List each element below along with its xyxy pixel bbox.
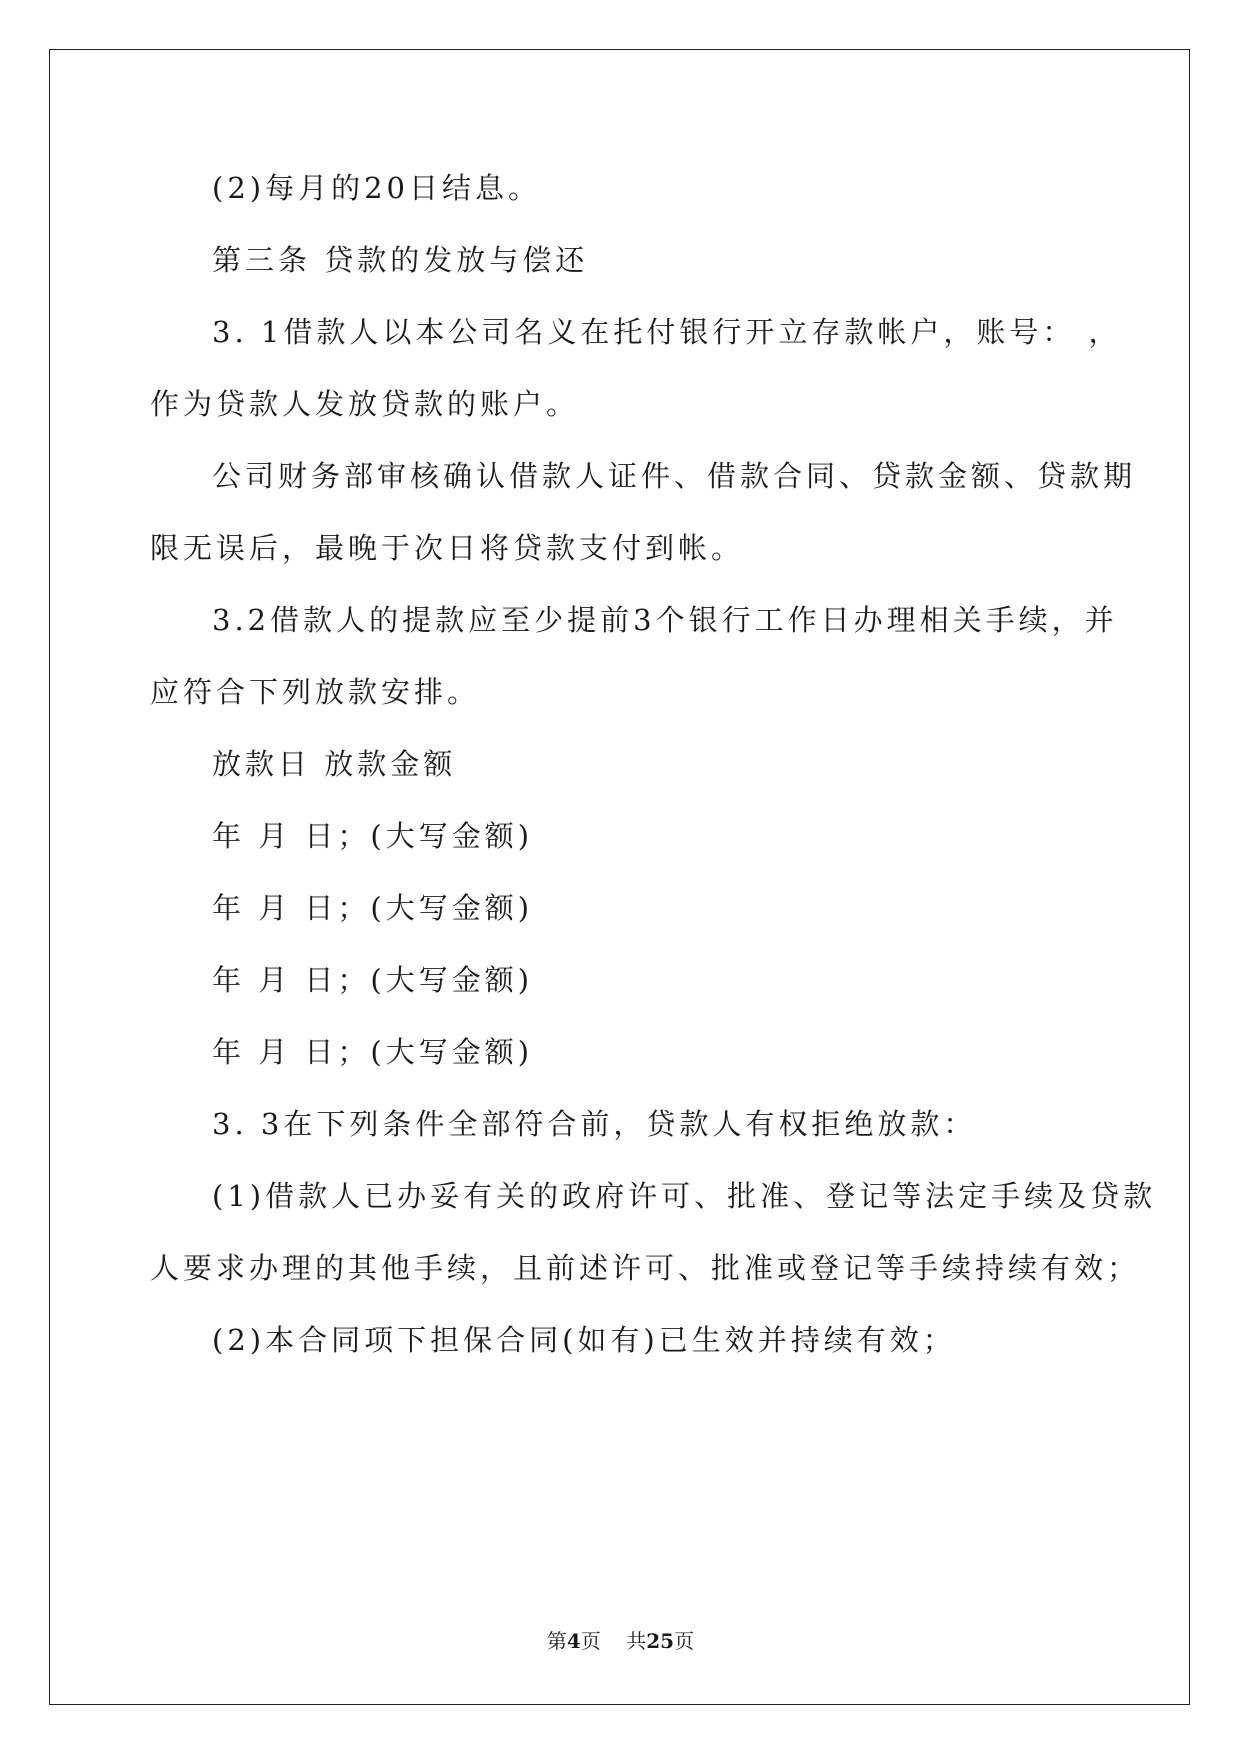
page-border [49, 49, 1190, 1705]
footer-total-prefix: 共 [626, 1629, 647, 1653]
footer-total-suffix: 页 [674, 1629, 695, 1653]
paragraph-line: 公司财务部审核确认借款人证件、借款合同、贷款金额、贷款期 [212, 459, 1137, 493]
schedule-row: 年 月 日；(大写金额) [212, 1035, 534, 1069]
paragraph-line: 3. 1借款人以本公司名义在托付银行开立存款帐户，账号： ， [212, 315, 1122, 349]
paragraph-line: 3.2借款人的提款应至少提前3个银行工作日办理相关手续，并 [212, 603, 1118, 637]
paragraph-line: (2)本合同项下担保合同(如有)已生效并持续有效； [212, 1323, 956, 1357]
current-page-number: 4 [566, 1629, 581, 1653]
paragraph-line: 3. 3在下列条件全部符合前，贷款人有权拒绝放款： [212, 1107, 977, 1141]
paragraph-line: 限无误后，最晚于次日将贷款支付到帐。 [150, 531, 745, 565]
paragraph-line: 应符合下列放款安排。 [150, 675, 481, 709]
schedule-row: 年 月 日；(大写金额) [212, 891, 534, 925]
footer-prefix: 第 [546, 1629, 567, 1653]
schedule-row: 年 月 日；(大写金额) [212, 963, 534, 997]
paragraph-line: 作为贷款人发放贷款的账户。 [150, 387, 580, 421]
paragraph-line: 人要求办理的其他手续，且前述许可、批准或登记等手续持续有效； [150, 1251, 1141, 1285]
schedule-header: 放款日 放款金额 [212, 747, 457, 781]
paragraph-line: (2)每月的20日结息。 [212, 171, 541, 205]
total-pages-number: 25 [646, 1629, 675, 1653]
schedule-row: 年 月 日；(大写金额) [212, 819, 534, 853]
footer-page-suffix: 页 [580, 1629, 601, 1653]
section-heading: 第三条 贷款的发放与偿还 [212, 243, 589, 277]
paragraph-line: (1)借款人已办妥有关的政府许可、批准、登记等法定手续及贷款 [212, 1179, 1157, 1213]
page-footer [0, 1625, 1241, 1654]
